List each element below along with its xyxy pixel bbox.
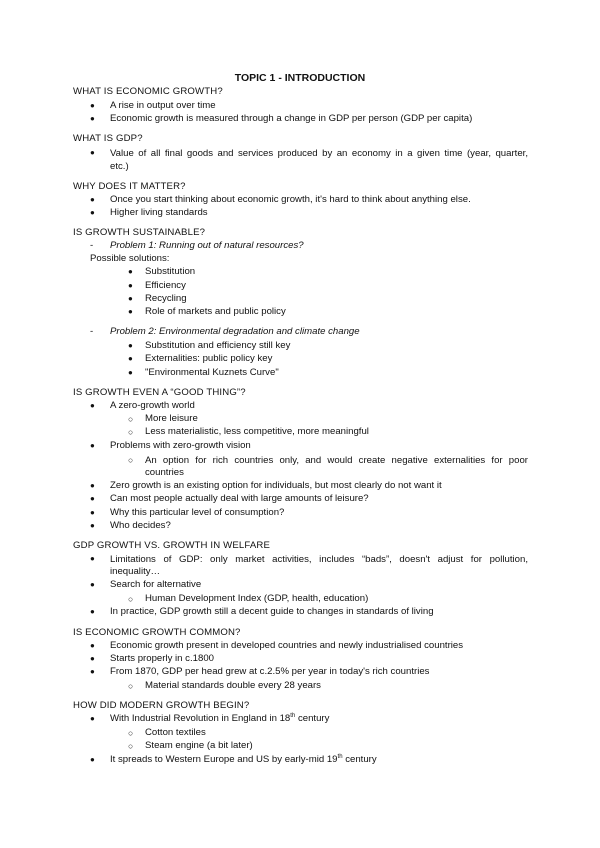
bullet-icon: ●	[90, 607, 95, 616]
list-item: Recycling	[145, 293, 187, 304]
heading-growth-common: IS ECONOMIC GROWTH COMMON?	[73, 627, 241, 638]
list-item: It spreads to Western Europe and US by early-mid 19th century	[110, 753, 377, 765]
heading-why-matter: WHY DOES IT MATTER?	[73, 181, 186, 192]
sub-list-item: Steam engine (a bit later)	[145, 740, 253, 751]
list-item: In practice, GDP growth still a decent guide to changes in standards of living	[110, 606, 434, 617]
list-item: Starts properly in c.1800	[110, 653, 214, 664]
bullet-icon: ●	[128, 341, 133, 350]
sub-list-item: Material standards double every 28 years	[145, 680, 321, 691]
dash-marker: -	[90, 240, 94, 251]
bullet-icon: ●	[90, 101, 95, 110]
heading-good-thing: IS GROWTH EVEN A “GOOD THING”?	[73, 387, 246, 398]
bullet-icon: ●	[90, 401, 95, 410]
bullet-icon: ●	[128, 368, 133, 377]
list-item: With Industrial Revolution in England in 18th century	[110, 712, 330, 724]
circle-bullet-icon: ○	[128, 414, 134, 424]
sub-list-item: Cotton textiles	[145, 727, 206, 738]
bullet-icon: ●	[90, 114, 95, 123]
list-item: Can most people actually deal with large amounts of leisure?	[110, 493, 369, 504]
list-item: Externalities: public policy key	[145, 353, 273, 364]
dash-marker: -	[90, 326, 94, 337]
list-item: Role of markets and public policy	[145, 306, 286, 317]
circle-bullet-icon: ○	[128, 455, 134, 465]
sub-list-item: Less materialistic, less competitive, more meaningful	[145, 426, 369, 437]
bullet-icon: ●	[128, 307, 133, 316]
circle-bullet-icon: ○	[128, 427, 134, 437]
bullet-icon: ●	[90, 654, 95, 663]
problem-1-title: Problem 1: Running out of natural resources?	[110, 240, 304, 251]
list-item: Economic growth present in developed countries and newly industrialised countries	[110, 640, 464, 651]
circle-bullet-icon: ○	[128, 594, 134, 604]
list-item: Higher living standards	[110, 207, 208, 218]
heading-economic-growth: WHAT IS ECONOMIC GROWTH?	[73, 86, 223, 97]
circle-bullet-icon: ○	[128, 728, 134, 738]
list-item: Economic growth is measured through a change in GDP per person (GDP per capita)	[110, 113, 473, 124]
list-item: Zero growth is an existing option for individuals, but most clearly do not want it	[110, 480, 442, 491]
circle-bullet-icon: ○	[128, 741, 134, 751]
list-item: "Environmental Kuznets Curve"	[145, 367, 279, 378]
sub-list-item: An option for rich countries only, and would create negative externalities for poor	[145, 455, 528, 466]
bullet-icon: ●	[90, 714, 95, 723]
list-item: Efficiency	[145, 280, 186, 291]
heading-modern-growth: HOW DID MODERN GROWTH BEGIN?	[73, 700, 250, 711]
list-item: From 1870, GDP per head grew at c.2.5% per year in today's rich countries	[110, 666, 430, 677]
sub-list-item-continuation: countries	[145, 467, 184, 478]
list-item: Problems with zero-growth vision	[110, 440, 251, 451]
list-item-continuation: etc.)	[110, 161, 129, 172]
bullet-icon: ●	[90, 441, 95, 450]
sub-list-item: Human Development Index (GDP, health, education)	[145, 593, 369, 604]
sub-list-item: More leisure	[145, 413, 198, 424]
list-item: Value of all final goods and services produced by an economy in a given time (year, quarter,	[110, 148, 528, 159]
possible-solutions-label: Possible solutions:	[90, 253, 170, 264]
document-title: TOPIC 1 - INTRODUCTION	[234, 72, 366, 84]
bullet-icon: ●	[90, 641, 95, 650]
circle-bullet-icon: ○	[128, 681, 134, 691]
heading-sustainable: IS GROWTH SUSTAINABLE?	[73, 227, 206, 238]
list-item: A zero-growth world	[110, 400, 195, 411]
list-item: Why this particular level of consumption?	[110, 507, 285, 518]
list-item: Who decides?	[110, 520, 171, 531]
bullet-icon: ●	[90, 521, 95, 530]
list-item: Substitution and efficiency still key	[145, 340, 291, 351]
list-item: A rise in output over time	[110, 100, 216, 111]
list-item: Limitations of GDP: only market activities, includes “bads”, doesn't adjust for pollution,	[110, 554, 528, 565]
list-item: Substitution	[145, 266, 196, 277]
bullet-icon: ●	[128, 281, 133, 290]
bullet-icon: ●	[128, 294, 133, 303]
list-item: Once you start thinking about economic growth, it's hard to think about anything else.	[110, 194, 471, 205]
list-item-continuation: inequality…	[110, 566, 161, 577]
list-item: Search for alternative	[110, 579, 202, 590]
bullet-icon: ●	[128, 267, 133, 276]
bullet-icon: ●	[90, 195, 95, 204]
bullet-icon: ●	[90, 481, 95, 490]
bullet-icon: ●	[90, 580, 95, 589]
bullet-icon: ●	[90, 755, 95, 764]
bullet-icon: ●	[90, 667, 95, 676]
bullet-icon: ●	[90, 554, 95, 563]
heading-gdp-vs-welfare: GDP GROWTH VS. GROWTH IN WELFARE	[73, 540, 271, 551]
bullet-icon: ●	[90, 148, 95, 157]
bullet-icon: ●	[90, 508, 95, 517]
bullet-icon: ●	[128, 354, 133, 363]
bullet-icon: ●	[90, 494, 95, 503]
bullet-icon: ●	[90, 208, 95, 217]
problem-2-title: Problem 2: Environmental degradation and climate change	[110, 326, 360, 337]
heading-gdp: WHAT IS GDP?	[73, 133, 143, 144]
